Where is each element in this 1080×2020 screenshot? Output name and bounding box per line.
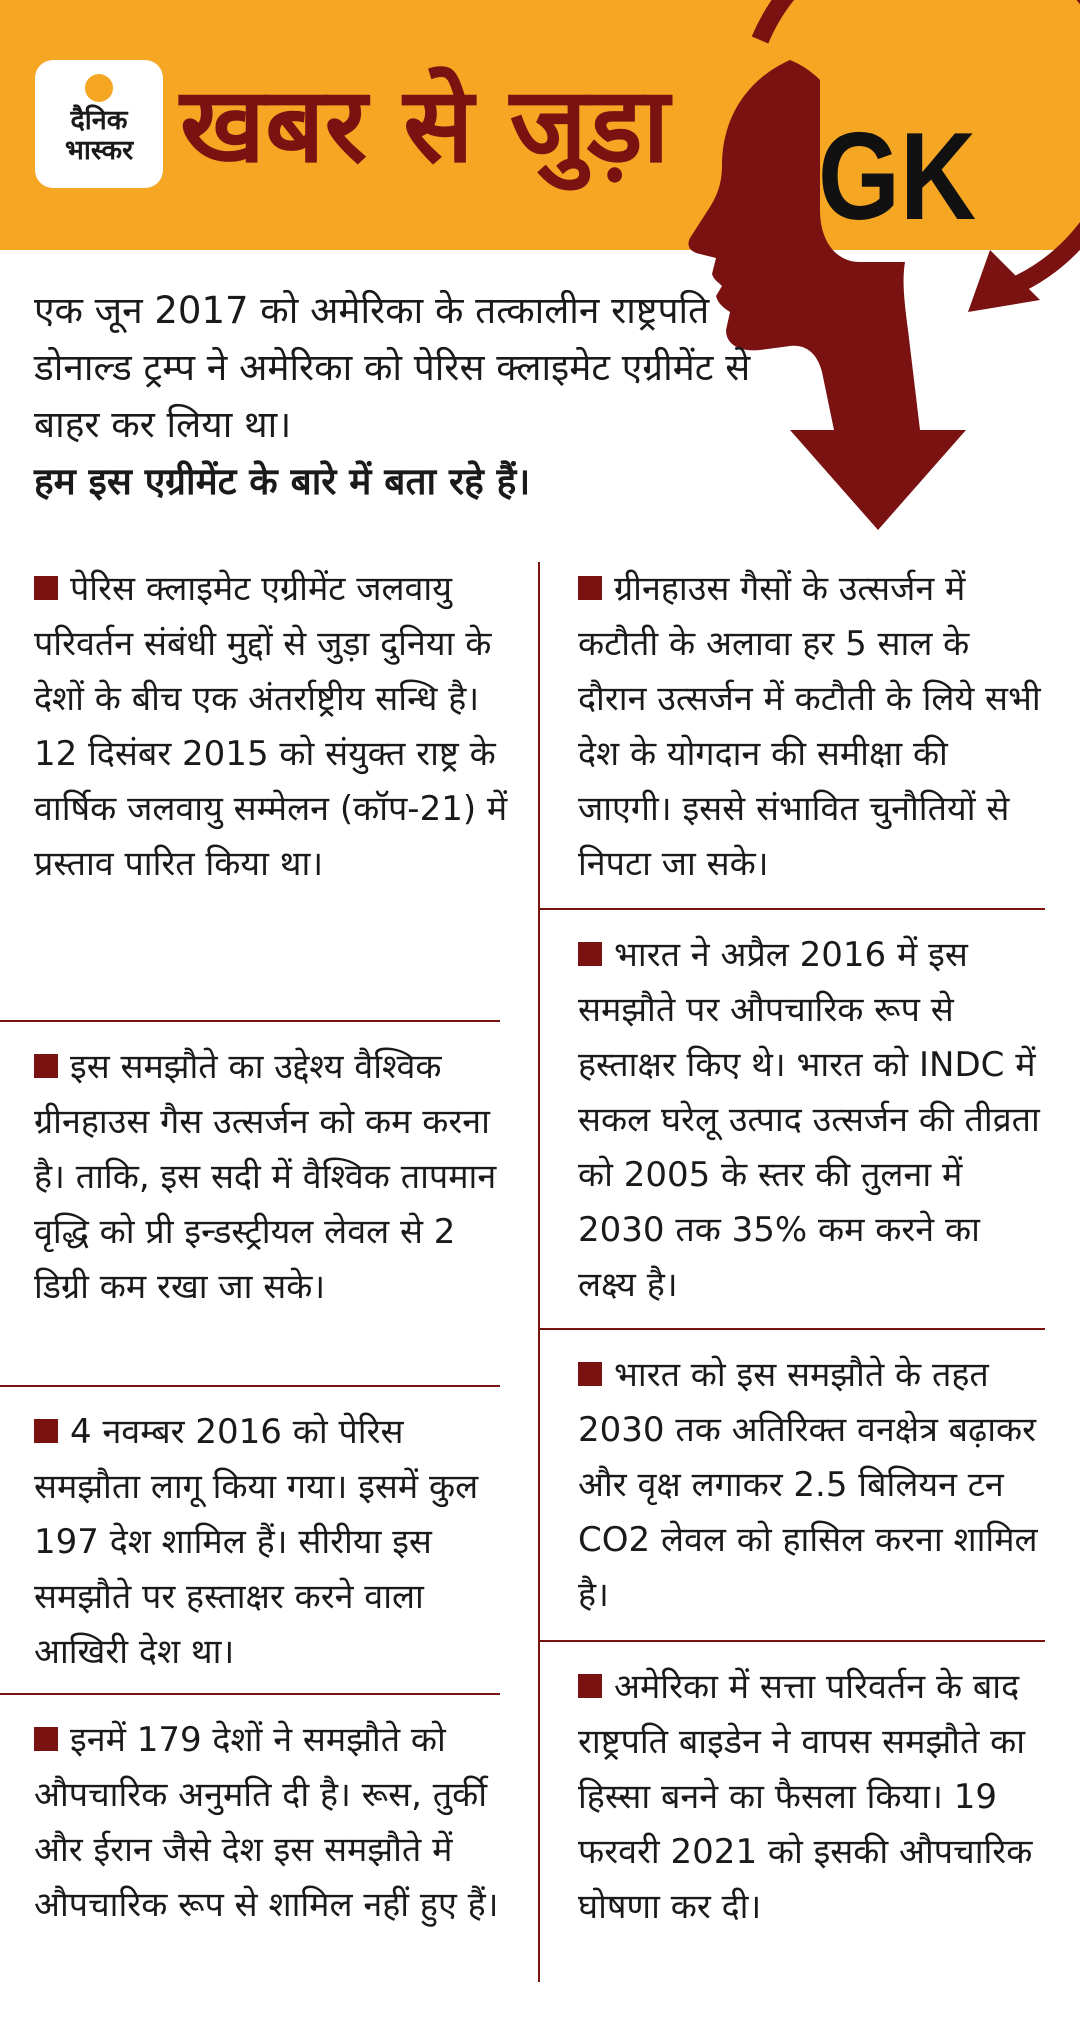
left-section-1-text: पेरिस क्लाइमेट एग्रीमेंट जलवायु परिवर्तन संबंधी मुद्दों से जुड़ा दुनिया के देशों के बीच एक अंतर्राष्ट्रीय सन्धि है। 12 दिसंबर 2015 को संयुक्त राष्ट्र के वार्षिक जलवायु सम्मेलन (कॉप-21) में प्रस्ताव पारित किया था। [34,569,508,884]
right-section-3-text: भारत को इस समझौते के तहत 2030 तक अतिरिक्त वनक्षेत्र बढ़ाकर और वृक्ष लगाकर 2.5 बिलियन टन CO2 लेवल को हासिल करना शामिल है। [578,1355,1038,1615]
logo-text-line1: दैनिक [70,105,128,136]
column-divider [538,562,540,1982]
left-section-3 [34,1405,514,1680]
bullet-square-icon [34,576,58,600]
gk-badge: GK [818,108,977,246]
left-section-2-text: इस समझौते का उद्देश्य वैश्विक ग्रीनहाउस गैस उत्सर्जन को कम करना है। ताकि, इस सदी में वैश्विक तापमान वृद्धि को प्री इन्डस्ट्रीयल लेवल से 2 डिग्री कम रखा जा सके। [34,1047,497,1307]
bullet-square-icon [578,576,602,600]
right-separator-1 [540,908,1045,910]
intro-bold-text: हम इस एग्रीमेंट के बारे में बता रहे हैं। [34,460,531,503]
left-separator-3 [0,1693,500,1695]
left-section-3-text: 4 नवम्बर 2016 को पेरिस समझौता लागू किया गया। इसमें कुल 197 देश शामिल हैं। सीरीया इस समझौते पर हस्ताक्षर करने वाला आखिरी देश था। [34,1412,479,1672]
left-section-2 [34,1040,514,1315]
right-section-2-text: भारत ने अप्रैल 2016 में इस समझौते पर औपचारिक रूप से हस्ताक्षर किए थे। भारत को INDC में सकल घरेलू उत्पाद उत्सर्जन की तीव्रता को 2005 के स्तर की तुलना में 2030 तक 35% कम करने का लक्ष्य है। [578,935,1040,1305]
intro-paragraph [34,282,754,510]
right-section-1-text: ग्रीनहाउस गैसों के उत्सर्जन में कटौती के अलावा हर 5 साल के दौरान उत्सर्जन में कटौती के लिये सभी देश के योगदान की समीक्षा की जाएगी। इससे संभावित चुनौतियों से निपटा जा सके। [578,569,1041,884]
left-separator-2 [0,1385,500,1387]
right-section-1 [578,562,1048,892]
right-section-2 [578,928,1048,1313]
right-separator-3 [540,1640,1045,1642]
bullet-square-icon [34,1054,58,1078]
left-separator-1 [0,1020,500,1022]
bullet-square-icon [578,942,602,966]
left-section-4 [34,1713,514,1933]
bullet-square-icon [34,1419,58,1443]
right-separator-2 [540,1328,1045,1330]
right-section-4-text: अमेरिका में सत्ता परिवर्तन के बाद राष्ट्रपति बाइडेन ने वापस समझौते का हिस्सा बनने का फैसला किया। 19 फरवरी 2021 को इसकी औपचारिक घोषणा कर दी। [578,1667,1033,1927]
left-section-4-text: इनमें 179 देशों ने समझौते को औपचारिक अनुमति दी है। रूस, तुर्की और ईरान जैसे देश इस समझौते में औपचारिक रूप से शामिल नहीं हुए हैं। [34,1720,499,1925]
right-section-3 [578,1348,1048,1623]
bullet-square-icon [578,1362,602,1386]
right-section-4 [578,1660,1048,1935]
bullet-square-icon [578,1674,602,1698]
bullet-square-icon [34,1727,58,1751]
page-title: खबर से जुड़ा [180,64,670,186]
intro-text: एक जून 2017 को अमेरिका के तत्कालीन राष्ट्रपति डोनाल्ड ट्रम्प ने अमेरिका को पेरिस क्लाइमेट एग्रीमेंट से बाहर कर लिया था। [34,289,751,446]
left-section-1 [34,562,514,892]
logo-text-line2: भास्कर [64,135,134,166]
